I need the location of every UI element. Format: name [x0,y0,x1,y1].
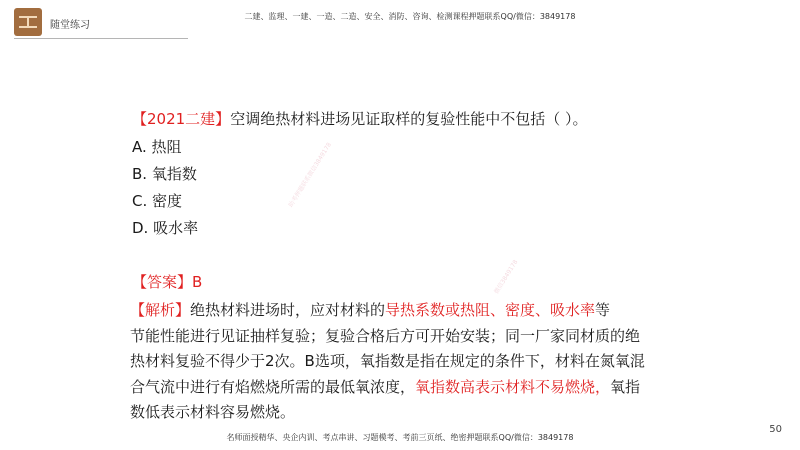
analysis-line: 热材料复验不得少于2次。B选项，氧指数是指在规定的条件下，材料在氮氧混 [130,352,645,370]
analysis-block [130,298,670,426]
analysis-text: 合气流中进行有焰燃烧所需的最低氧浓度， [130,377,416,396]
answer-label: 【答案】 [132,273,193,291]
header-promo-text: 二建、监理、一建、一造、二造、安全、消防、咨询、检测课程押题联系QQ/微信：3849178 [244,12,576,21]
analysis-text: 等 [595,301,611,319]
analysis-text: 绝热材料进场时，应对材料的 [190,301,386,319]
answer-options [132,138,198,246]
analysis-highlight: 导热系数或热阻、密度、吸水率 [385,301,596,319]
option-c: C. 密度 [132,192,183,210]
page-number: 50 [769,424,782,435]
option-d: D. 吸水率 [132,219,199,237]
brand-logo [14,8,42,36]
question-tag: 【2021二建】 [132,110,231,128]
answer-value: B [192,273,203,291]
header-divider [14,38,188,39]
analysis-line: 节能性能进行见证抽样复验；复验合格后方可开始安装；同一厂家同材质的绝 [130,326,641,345]
option-a: A. 热阻 [132,138,182,156]
footer-promo-text: 名师面授精华、央企内训、考点串讲、习题模考、考前三页纸、绝密押题联系QQ/微信：3849178 [226,433,574,442]
watermark-primary: 助考押题联系微信3849178 [287,141,333,209]
analysis-label: 【解析】 [130,301,191,319]
analysis-line [130,298,670,324]
question-stem [132,110,587,128]
analysis-text: 氧指 [610,377,641,396]
analysis-line: 数低表示材料容易燃烧。 [130,403,296,421]
analysis-line [130,375,670,401]
analysis-highlight: 氧指数高表示材料不易燃烧， [415,377,611,396]
question-text: 空调绝热材料进场见证取样的复验性能中不包括（ ）。 [230,110,588,128]
option-b: B. 氧指数 [132,165,197,183]
answer-line [132,273,202,291]
watermark-secondary: 微信3849178 [492,258,520,296]
section-label: 随堂练习 [50,20,90,31]
logo-mark-icon [19,16,37,28]
